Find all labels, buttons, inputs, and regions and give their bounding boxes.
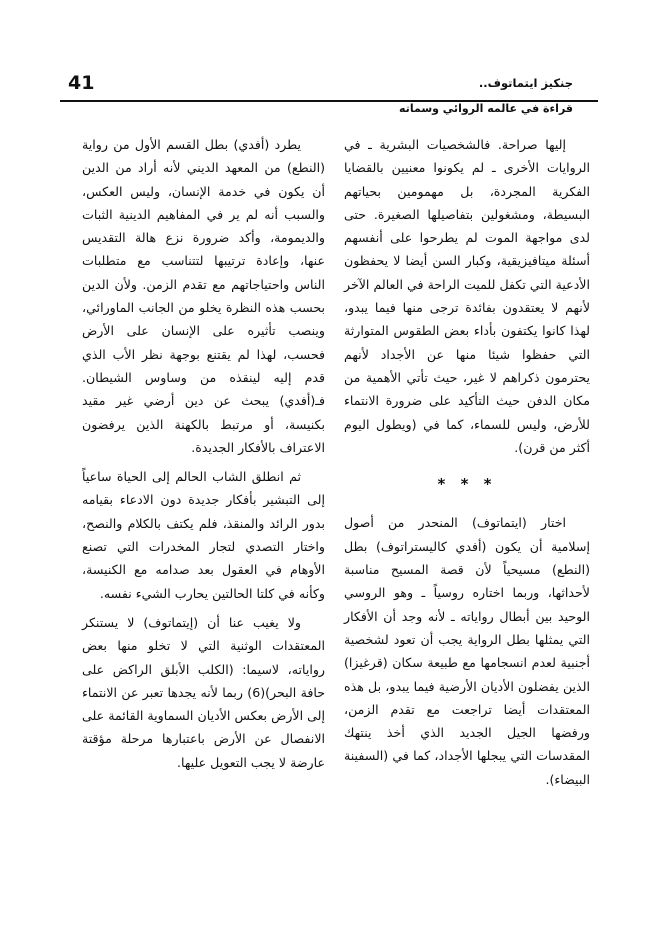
page-number: 41 (68, 72, 95, 94)
left-paragraph-3: ولا يغيب عنا أن (إيتماتوف) لا يستنكر المعتقدات الوثنية التي لا تخلو منها بعض رواياته، لاسيما: (الكلب الأبلق الراكض على حافة البحر)(6) ربما لأنه يجدها تعبر عن الانتماء إلى الأرض بعكس الأديان السماوية القائمة على الانفصال عن الأرض باعتبارها مرحلة مؤقتة عارضة لا يجب التعويل عليها. (82, 614, 325, 770)
right-paragraph-2: اختار (ايتماتوف) المنحدر من أصول إسلامية أن يكون (أفدي كاليستراتوف) بطل (النطع) مسيحياً لأن قصة المسيح مناسبة لأحداثها، وربما اختاره روسياً ـ وهو الروسي الوحيد بين أبطال رواياته ـ لأنه وجد أن الأفكار التي يمثلها بطل الرواية يجب أن تعود لشخصية أجنبية لعدم انسجامها مع طبيعة سكان (قرغيزا) الذين يفضلون الأديان الأرضية فيما يبدو، بل هذه المعتقدات أيضا تراجعت مع تقدم الزمن، ورفضها الجيل الجديد الذي أخذ ينتهك المقدسات التي يبجلها الأجداد، كما في (السفينة البيضاء). (344, 515, 590, 787)
right-text-column (344, 133, 590, 791)
right-paragraph-1: إليها صراحة. فالشخصيات البشرية ـ في الروايات الأخرى ـ لم يكونوا معنيين بالقضايا الفكرية المجردة، بل مهمومين بحياتهم البسيطة، ومشغولين بتفاصيلها الصغيرة. حتى لدى مواجهة الموت لم يطرحوا على أنفسهم أسئلة ميتافيزيقية، وكبار السن أيضا لا يحفظون الأدعية التي تكفل للميت الراحة في العالم الآخر لأنهم لا يعتقدون بفائدة ترجى منها فيما يبدو، لهذا كانوا يكتفون بأداء بعض الطقوس المتوارثة التي حفظوا شيئا منها عن الأجداد لأنهم يحترمون ذكراهم لا غير، حيث تأتي الأهمية من مكان الدفن حيث التأكيد على ضرورة الانتماء للأرض، وليس للسماء، كما في (ويطول اليوم أكثر من قرن). (344, 137, 590, 455)
running-title: جنكيز ايتماتوف.. (478, 76, 573, 90)
left-paragraph-1: يطرد (أفدي) بطل القسم الأول من رواية (النطع) من المعهد الديني لأنه أراد من الدين أن يكون في خدمة الإنسان، وليس العكس، والسبب أنه لم ير في المفاهيم الدينية الثبات والديمومة، وأكد ضرورة نزع هالة التقديس عنها، وإعادة ترتيبها لتتناسب مع متطلبات الناس واحتياجاتهم مع تقدم الزمن. ولأن الدين بحسب هذه النظرة يخلو من الجانب الماورائي، وينصب تأثيره على الإنسان على الأرض فحسب، لهذا لم يقتنع بوجهة نظر الأب الذي قدم إليه لينقذه من وساوس الشيطان. فـ(أفدي) يبحث عن دين أرضي غير مقيد بكنيسة، أو مرتبط بالكهنة الذين يرفضون الاعتراف بالأفكار الجديدة. (82, 137, 325, 455)
left-text-column (82, 133, 325, 774)
section-separator: * * * (437, 475, 497, 494)
running-subtitle: قراءة في عالمه الروائي وسماته (399, 102, 573, 115)
left-paragraph-2: ثم انطلق الشاب الحالم إلى الحياة ساعياً إلى التبشير بأفكار جديدة دون الادعاء بقيامه بدور الرائد والمنقذ، فلم يكتف بالكلام والنصح، واختار التصدي لتجار المخدرات التي تصنع الأوهام في العقول بعد صدامه مع الكنيسة، وكأنه في كلتا الحالتين يحارب الشيء نفسه. (82, 469, 325, 601)
